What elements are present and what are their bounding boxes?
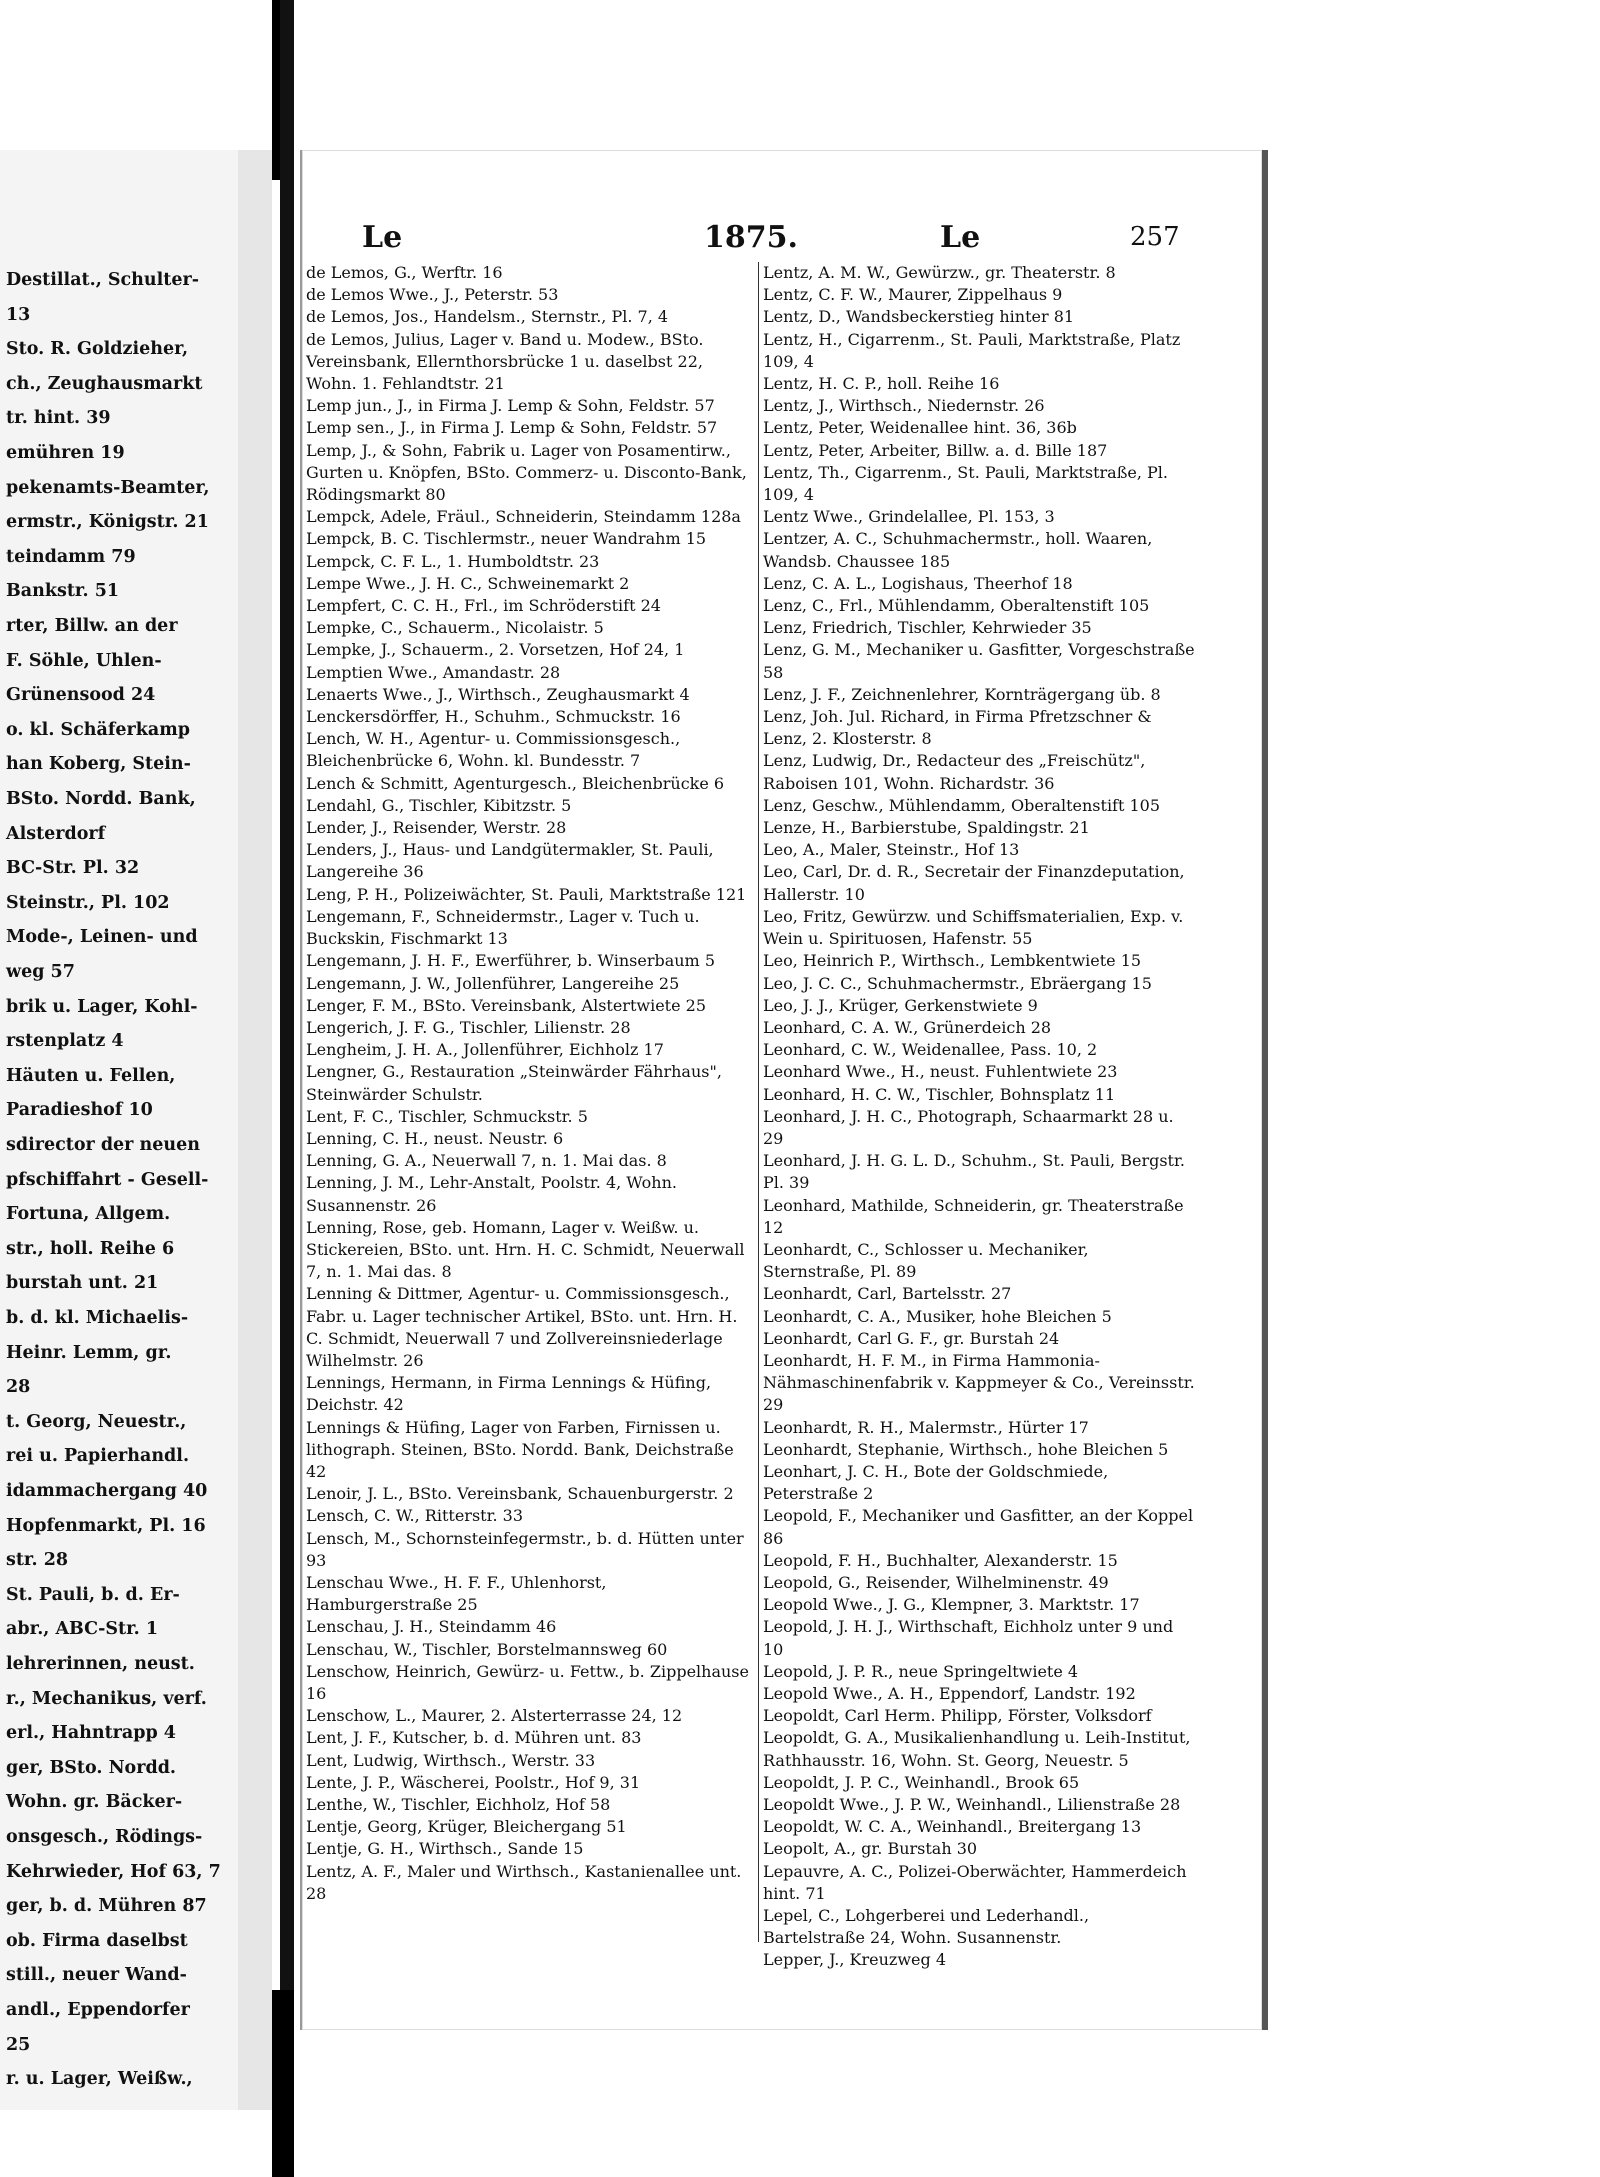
facing-page-line: ger, b. d. Mühren 87 — [6, 1896, 207, 1917]
directory-entry: Leonhardt, C. A., Musiker, hohe Bleichen 5 — [763, 1306, 1112, 1326]
facing-page-fragment — [0, 150, 241, 2110]
directory-entry: Lensch, C. W., Ritterstr. 33 — [306, 1506, 523, 1526]
directory-entry: Lentz Wwe., Grindelallee, Pl. 153, 3 — [763, 507, 1055, 527]
directory-entry: Leopold, F., Mechaniker und Gasfitter, an der Koppel 86 — [763, 1506, 1194, 1548]
directory-entry: Lempke, J., Schauerm., 2. Vorsetzen, Hof 24, 1 — [306, 640, 685, 660]
directory-entry: Leopold Wwe., A. H., Eppendorf, Landstr. 192 — [763, 1684, 1136, 1703]
facing-page-line: Destillat., Schulter- — [6, 270, 199, 290]
directory-entry: Leopoldt, W. C. A., Weinhandl., Breitergang 13 — [763, 1817, 1142, 1837]
directory-entry: Lenning & Dittmer, Agentur- u. Commissionsgesch., Fabr. u. Lager technischer Artikel, BSto. unt. Hrn. H. C. Schmidt, Neuerwall 7 und Zollvereinsniederlage Wilhelmstr. 26 — [306, 1284, 738, 1370]
facing-page-line: str., holl. Reihe 6 — [6, 1238, 175, 1259]
directory-entry: Lench, W. H., Agentur- u. Commissionsgesch., Bleichenbrücke 6, Wohn. kl. Bundesstr. 7 — [306, 729, 681, 771]
page-gutter — [238, 150, 272, 2110]
directory-entry: Leopold Wwe., J. G., Klempner, 3. Marktstr. 17 — [763, 1595, 1140, 1615]
directory-entry: Lenz, J. F., Zeichnenlehrer, Kornträgergang üb. 8 — [763, 684, 1161, 704]
directory-entry: Lentz, Peter, Weidenallee hint. 36, 36b — [763, 418, 1077, 438]
facing-page-line: Sto. R. Goldzieher, — [6, 339, 189, 360]
directory-entry: Lempfert, C. C. H., Frl., im Schröderstift 24 — [306, 596, 661, 616]
directory-entry: Lennings & Hüfing, Lager von Farben, Firnissen u. lithograph. Steinen, BSto. Nordd. Bank, Deichstraße 42 — [306, 1417, 734, 1481]
directory-entry: Leonhardt, H. F. M., in Firma Hammonia-Nähmaschinenfabrik v. Kappmeyer & Co., Vereinsstr. 29 — [763, 1350, 1195, 1415]
facing-page-line: tr. hint. 39 — [6, 408, 111, 429]
facing-page-line: abr., ABC-Str. 1 — [6, 1619, 159, 1640]
facing-page-line: str. 28 — [6, 1550, 69, 1571]
directory-entry: Lempck, B. C. Tischlermstr., neuer Wandrahm 15 — [306, 529, 707, 549]
directory-entry: Lendahl, G., Tischler, Kibitzstr. 5 — [306, 795, 572, 815]
directory-entry: Lentz, A. F., Maler und Wirthsch., Kastanienallee unt. 28 — [306, 1861, 742, 1903]
directory-entry: Leonhard, J. H. C., Photograph, Schaarmarkt 28 u. 29 — [763, 1106, 1174, 1148]
directory-entry: Lengemann, F., Schneidermstr., Lager v. Tuch u. Buckskin, Fischmarkt 13 — [306, 906, 700, 949]
directory-entry: Lepauvre, A. C., Polizei-Oberwächter, Hammerdeich hint. 71 — [763, 1861, 1187, 1903]
facing-page-line: b. d. kl. Michaelis- — [6, 1308, 189, 1328]
directory-entry: Leo, J. C. C., Schuhmachermstr., Ebräergang 15 — [763, 973, 1152, 993]
directory-entry: Leonhardt, R. H., Malermstr., Hürter 17 — [763, 1417, 1089, 1437]
directory-entry: Lemptien Wwe., Amandastr. 28 — [306, 662, 561, 682]
facing-page-line: teindamm 79 — [6, 546, 136, 567]
directory-entry: Leopold, F. H., Buchhalter, Alexanderstr. 15 — [763, 1550, 1118, 1570]
directory-entry: Lensch, M., Schornsteinfegermstr., b. d. Hütten unter 93 — [306, 1528, 744, 1570]
directory-entry: Leo, Fritz, Gewürzw. und Schiffsmaterialien, Exp. v. Wein u. Spirituosen, Hafenstr. 55 — [763, 906, 1184, 949]
facing-page-line: onsgesch., Rödings- — [6, 1827, 203, 1847]
facing-page-line: erl., Hahntrapp 4 — [6, 1723, 176, 1744]
directory-entry: Lepper, J., Kreuzweg 4 — [763, 1950, 947, 1970]
facing-page-line: ch., Zeughausmarkt — [6, 373, 203, 394]
facing-page-line: emühren 19 — [6, 443, 125, 463]
directory-entry: Lenschow, Heinrich, Gewürz- u. Fettw., b. Zippelhause 16 — [306, 1661, 749, 1703]
directory-entry: Lench & Schmitt, Agenturgesch., Bleichenbrücke 6 — [306, 773, 725, 793]
facing-page-line: t. Georg, Neuestr., — [6, 1411, 187, 1432]
directory-entry: Lent, Ludwig, Wirthsch., Werstr. 33 — [306, 1750, 596, 1770]
facing-page-line: han Koberg, Stein- — [6, 754, 191, 775]
directory-entry: Leonhart, J. C. H., Bote der Goldschmiede, Peterstraße 2 — [763, 1461, 1109, 1504]
facing-page-line: still., neuer Wand- — [6, 1965, 187, 1986]
directory-entry: Leng, P. H., Polizeiwächter, St. Pauli, Marktstraße 121 — [306, 884, 747, 904]
facing-page-line: Heinr. Lemm, gr. — [6, 1342, 172, 1363]
facing-page-line: r. u. Lager, Weißw., — [6, 2069, 193, 2090]
facing-page-line: Wohn. gr. Bäcker- — [6, 1792, 183, 1813]
directory-entry: Lenschau Wwe., H. F. F., Uhlenhorst, Hamburgerstraße 25 — [306, 1572, 607, 1615]
facing-page-line: sdirector der neuen — [6, 1135, 200, 1155]
page-number: 257 — [1130, 222, 1180, 252]
facing-page-line: Paradieshof 10 — [6, 1100, 153, 1121]
facing-page-line: pfschiffahrt - Gesell- — [6, 1169, 209, 1190]
facing-page-line: ger, BSto. Nordd. — [6, 1757, 177, 1778]
directory-entry: Lenze, H., Barbierstube, Spaldingstr. 21 — [763, 818, 1090, 838]
directory-entry: Leonhard Wwe., H., neust. Fuhlentwiete 23 — [763, 1062, 1118, 1082]
directory-entry: Lent, J. F., Kutscher, b. d. Mühren unt. 83 — [306, 1728, 642, 1748]
directory-entry: Lepel, C., Lohgerberei und Lederhandl., Bartelstraße 24, Wohn. Susannenstr. — [763, 1906, 1090, 1948]
directory-entry: Leonhardt, Carl, Bartelsstr. 27 — [763, 1284, 1012, 1304]
facing-page-line: r., Mechanikus, verf. — [6, 1688, 207, 1709]
facing-page-line: Steinstr., Pl. 102 — [6, 892, 170, 913]
directory-entry: Lenckersdörffer, H., Schuhm., Schmuckstr. 16 — [306, 707, 681, 727]
facing-page-line: Häuten u. Fellen, — [6, 1065, 176, 1086]
directory-entry: Leonhard, Mathilde, Schneiderin, gr. Theaterstraße 12 — [763, 1195, 1184, 1237]
directory-entry: Lemp jun., J., in Firma J. Lemp & Sohn, Feldstr. 57 — [306, 396, 715, 416]
directory-entry: Leopoldt Wwe., J. P. W., Weinhandl., Lilienstraße 28 — [763, 1795, 1181, 1815]
facing-page-line: Fortuna, Allgem. — [6, 1204, 171, 1225]
directory-entry: de Lemos, Jos., Handelsm., Sternstr., Pl. 7, 4 — [306, 307, 669, 327]
directory-entry: Lempe Wwe., J. H. C., Schweinemarkt 2 — [306, 573, 630, 593]
directory-entry: de Lemos, Julius, Lager v. Band u. Modew., BSto. Vereinsbank, Ellernthorsbrücke 1 u. daselbst 22, Wohn. 1. Fehlandtstr. 21 — [306, 329, 704, 394]
facing-page-line: Alsterdorf — [6, 823, 106, 844]
header-left-mark: Le — [362, 220, 403, 255]
directory-entry: Lentje, Georg, Krüger, Bleichergang 51 — [306, 1817, 627, 1837]
directory-entry: Lentz, Th., Cigarrenm., St. Pauli, Marktstraße, Pl. 109, 4 — [763, 462, 1168, 505]
directory-entry: Leopoldt, Carl Herm. Philipp, Förster, Volksdorf — [763, 1706, 1152, 1726]
directory-entry: Lennings, Hermann, in Firma Lennings & Hüfing, Deichstr. 42 — [306, 1373, 712, 1415]
directory-entry: Lempck, C. F. L., 1. Humboldtstr. 23 — [306, 551, 600, 571]
facing-page-line: andl., Eppendorfer — [6, 2000, 190, 2020]
directory-entry: Lentz, H., Cigarrenm., St. Pauli, Marktstraße, Platz 109, 4 — [763, 329, 1181, 371]
directory-entry: Lemp sen., J., in Firma J. Lemp & Sohn, Feldstr. 57 — [306, 418, 718, 438]
directory-entry: Lempke, C., Schauerm., Nicolaistr. 5 — [306, 618, 604, 638]
facing-page-line: F. Söhle, Uhlen- — [6, 650, 162, 671]
facing-page-line: Kehrwieder, Hof 63, 7 — [6, 1861, 221, 1882]
facing-page-line: o. kl. Schäferkamp — [6, 719, 190, 740]
directory-entry: Lender, J., Reisender, Werstr. 28 — [306, 818, 567, 838]
facing-page-line: 25 — [6, 2034, 31, 2055]
directory-entry: Lenschau, J. H., Steindamm 46 — [306, 1617, 557, 1637]
directory-entry: Lengner, G., Restauration „Steinwärder Fährhaus", Steinwärder Schulstr. — [306, 1062, 722, 1104]
directory-entry: Leopoldt, J. P. C., Weinhandl., Brook 65 — [763, 1772, 1080, 1792]
directory-entry: Leonhard, C. A. W., Grünerdeich 28 — [763, 1017, 1052, 1037]
directory-entry: Lenning, C. H., neust. Neustr. 6 — [306, 1128, 564, 1148]
page-header — [300, 220, 1180, 260]
facing-page-line: lehrerinnen, neust. — [6, 1654, 195, 1674]
binding-spine — [280, 0, 294, 2177]
directory-entry: de Lemos Wwe., J., Peterstr. 53 — [306, 285, 559, 305]
directory-entry: Lentz, H. C. P., holl. Reihe 16 — [763, 374, 1000, 394]
directory-entry: Lentz, C. F. W., Maurer, Zippelhaus 9 — [763, 285, 1063, 305]
facing-page-line: St. Pauli, b. d. Er- — [6, 1584, 180, 1605]
facing-page-line: Hopfenmarkt, Pl. 16 — [6, 1515, 206, 1536]
directory-entry: Lent, F. C., Tischler, Schmuckstr. 5 — [306, 1106, 588, 1126]
facing-page-line: BSto. Nordd. Bank, — [6, 789, 196, 809]
header-year: 1875. — [704, 220, 798, 255]
directory-entry: Lentz, D., Wandsbeckerstieg hinter 81 — [763, 307, 1075, 327]
directory-entry: de Lemos, G., Werftr. 16 — [306, 263, 503, 282]
directory-entry: Lenschau, W., Tischler, Borstelmannsweg 60 — [306, 1639, 668, 1659]
facing-page-line: pekenamts-Beamter, — [6, 477, 210, 498]
facing-page-line: idammachergang 40 — [6, 1481, 208, 1501]
directory-column-left — [306, 262, 752, 1905]
directory-entry: Lenz, Ludwig, Dr., Redacteur des „Freischütz", Raboisen 101, Wohn. Richardstr. 36 — [763, 751, 1146, 793]
directory-entry: Leonhardt, Stephanie, Wirthsch., hohe Bleichen 5 — [763, 1439, 1169, 1459]
facing-page-line: rter, Billw. an der — [6, 616, 178, 636]
directory-entry: Lenoir, J. L., BSto. Vereinsbank, Schauenburgerstr. 2 — [306, 1484, 734, 1504]
directory-entry: Leonhard, H. C. W., Tischler, Bohnsplatz 11 — [763, 1084, 1116, 1104]
directory-entry: Lempck, Adele, Fräul., Schneiderin, Steindamm 128a — [306, 507, 741, 527]
directory-entry: Lenz, Joh. Jul. Richard, in Firma Pfretzschner & Lenz, 2. Klosterstr. 8 — [763, 707, 1152, 749]
directory-entry: Lentz, J., Wirthsch., Niedernstr. 26 — [763, 396, 1045, 416]
directory-entry: Leopoldt, G. A., Musikalienhandlung u. Leih-Institut, Rathhausstr. 16, Wohn. St. Georg, Neuestr. 5 — [763, 1728, 1191, 1770]
binding-spine-bottom — [272, 1990, 294, 2177]
directory-entry: Lengheim, J. H. A., Jollenführer, Eichholz 17 — [306, 1040, 664, 1060]
facing-page-line: ermstr., Königstr. 21 — [6, 512, 209, 533]
directory-entry: Leo, Carl, Dr. d. R., Secretair der Finanzdeputation, Hallerstr. 10 — [763, 862, 1185, 904]
directory-entry: Leo, Heinrich P., Wirthsch., Lembkentwiete 15 — [763, 951, 1142, 971]
directory-entry: Lengemann, J. W., Jollenführer, Langereihe 25 — [306, 973, 680, 993]
directory-entry: Lenthe, W., Tischler, Eichholz, Hof 58 — [306, 1795, 611, 1815]
directory-entry: Lengerich, J. F. G., Tischler, Lilienstr. 28 — [306, 1017, 631, 1037]
directory-entry: Leonhard, J. H. G. L. D., Schuhm., St. Pauli, Bergstr. Pl. 39 — [763, 1151, 1185, 1193]
directory-entry: Lemp, J., & Sohn, Fabrik u. Lager von Posamentirw., Gurten u. Knöpfen, BSto. Commerz- u. Disconto-Bank, Rödingsmarkt 80 — [306, 440, 747, 505]
facing-page-line: 28 — [6, 1377, 31, 1398]
directory-entry: Lentje, G. H., Wirthsch., Sande 15 — [306, 1839, 584, 1859]
directory-entry: Leo, A., Maler, Steinstr., Hof 13 — [763, 840, 1020, 860]
directory-entry: Lentz, A. M. W., Gewürzw., gr. Theaterstr. 8 — [763, 263, 1116, 282]
header-right-mark: Le — [940, 220, 981, 255]
directory-entry: Lentzer, A. C., Schuhmachermstr., holl. Waaren, Wandsb. Chaussee 185 — [763, 529, 1153, 571]
facing-page-line: Grünensood 24 — [6, 685, 156, 706]
facing-page-line: weg 57 — [6, 962, 75, 982]
directory-entry: Leopold, J. H. J., Wirthschaft, Eichholz unter 9 und 10 — [763, 1617, 1174, 1659]
directory-entry: Lengemann, J. H. F., Ewerführer, b. Winserbaum 5 — [306, 951, 715, 971]
facing-page-line: Bankstr. 51 — [6, 581, 120, 602]
directory-entry: Lenning, G. A., Neuerwall 7, n. 1. Mai das. 8 — [306, 1151, 667, 1171]
directory-entry: Leonhardt, Carl G. F., gr. Burstah 24 — [763, 1328, 1060, 1348]
facing-page-line: 13 — [6, 304, 31, 325]
directory-entry: Lente, J. P., Wäscherei, Poolstr., Hof 9, 31 — [306, 1772, 641, 1792]
directory-entry: Lenschow, L., Maurer, 2. Alsterterrasse 24, 12 — [306, 1706, 683, 1726]
directory-entry: Lenz, C., Frl., Mühlendamm, Oberaltenstift 105 — [763, 596, 1150, 616]
directory-entry: Lenders, J., Haus- und Landgütermakler, St. Pauli, Langereihe 36 — [306, 840, 714, 882]
facing-page-line: burstah unt. 21 — [6, 1273, 159, 1294]
directory-entry: Leopold, G., Reisender, Wilhelminenstr. 49 — [763, 1572, 1109, 1592]
facing-page-line: rstenplatz 4 — [6, 1031, 124, 1052]
facing-page-line: BC-Str. Pl. 32 — [6, 858, 140, 879]
directory-entry: Lenz, Friedrich, Tischler, Kehrwieder 35 — [763, 618, 1092, 638]
directory-entry: Lenz, G. M., Mechaniker u. Gasfitter, Vorgeschstraße 58 — [763, 640, 1195, 682]
facing-page-line: ob. Firma daselbst — [6, 1930, 188, 1951]
directory-column-right — [758, 262, 1195, 1970]
directory-entry: Leopolt, A., gr. Burstah 30 — [763, 1839, 978, 1859]
directory-entry: Lenaerts Wwe., J., Wirthsch., Zeughausmarkt 4 — [306, 684, 690, 704]
directory-entry: Leopold, J. P. R., neue Springeltwiete 4 — [763, 1661, 1079, 1681]
facing-page-line: rei u. Papierhandl. — [6, 1446, 190, 1467]
directory-entry: Lenz, C. A. L., Logishaus, Theerhof 18 — [763, 573, 1073, 593]
directory-entry: Lenz, Geschw., Mühlendamm, Oberaltenstift 105 — [763, 795, 1161, 815]
directory-entry: Leo, J. J., Krüger, Gerkenstwiete 9 — [763, 995, 1038, 1015]
facing-page-line: Mode-, Leinen- und — [6, 927, 198, 948]
directory-entry: Lenning, J. M., Lehr-Anstalt, Poolstr. 4, Wohn. Susannenstr. 26 — [306, 1173, 677, 1215]
directory-entry: Leonhard, C. W., Weidenallee, Pass. 10, 2 — [763, 1040, 1098, 1060]
directory-entry: Lentz, Peter, Arbeiter, Billw. a. d. Bille 187 — [763, 440, 1108, 460]
directory-entry: Lenning, Rose, geb. Homann, Lager v. Weißw. u. Stickereien, BSto. unt. Hrn. H. C. Schmidt, Neuerwall 7, n. 1. Mai das. 8 — [306, 1217, 745, 1282]
directory-entry: Leonhardt, C., Schlosser u. Mechaniker, Sternstraße, Pl. 89 — [763, 1239, 1089, 1282]
directory-entry: Lenger, F. M., BSto. Vereinsbank, Alstertwiete 25 — [306, 995, 707, 1015]
facing-page-line: brik u. Lager, Kohl- — [6, 996, 198, 1017]
